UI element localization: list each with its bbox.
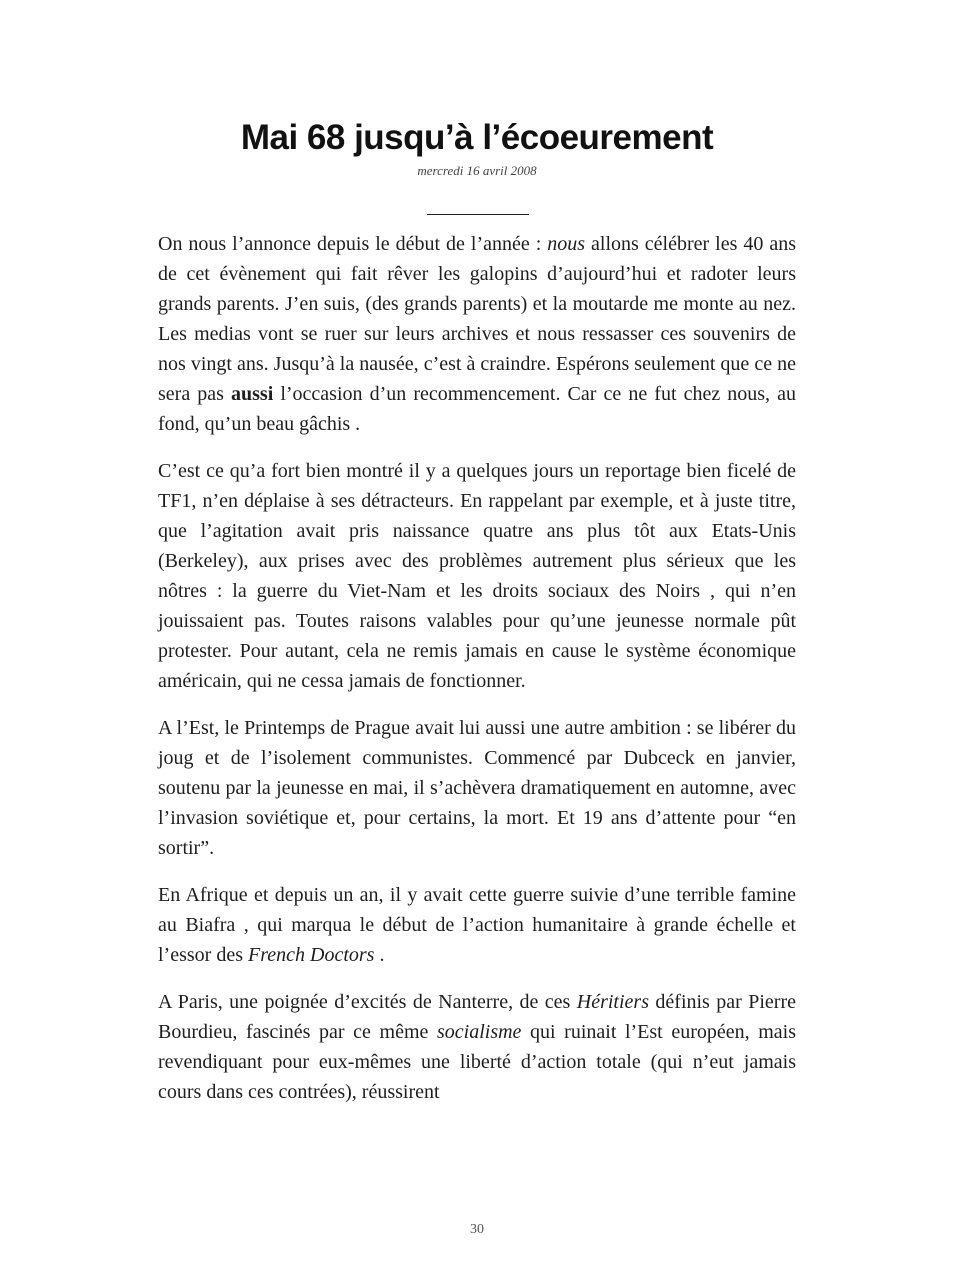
article-date: mercredi 16 avril 2008 [417,163,537,178]
paragraph-5-text-b: définis par Pierre Bourdieu, fascinés par ce même [158,991,796,1043]
emphasis-nous: nous [547,233,586,255]
paragraph-1-text-b: allons célébrer les 40 ans de cet évènement qui fait rêver les galopins d’aujourd’hui et radoter leurs grands parents. J’en suis, (des grands parents) et la moutarde me monte au nez. Les medias vont se ruer sur leurs archives et nous ressasser ces souvenirs de nos vingt ans. Jusqu’à la nausée, c’est à craindre. Espérons seulement que ce ne sera pas [158,233,796,405]
paragraph-5 [158,987,796,1107]
title-divider [427,214,529,215]
emphasis-socialisme: socialisme [436,1021,522,1043]
article-body [158,229,796,1124]
paragraph-2: C’est ce qu’a fort bien montré il y a quelques jours un reportage bien ficelé de TF1, n’en déplaise à ses détracteurs. En rappelant par exemple, et à juste titre, que l’agitation avait pris naissance quatre ans plus tôt aux Etats-Unis (Berkeley), aux prises avec des problèmes autrement plus sérieux que les nôtres : la guerre du Viet-Nam et les droits sociaux des Noirs , qui n’en jouissaient pas. Toutes raisons valables pour qu’une jeunesse normale pût protester. Pour autant, cela ne remis jamais en cause le système économique américain, qui ne cessa jamais de fonctionner. [158,460,796,692]
paragraph-4 [158,880,796,970]
paragraph-1-text-a: On nous l’annonce depuis le début de l’année : [158,233,548,255]
emphasis-french-doctors: French Doctors [247,944,375,966]
page-number: 30 [470,1222,484,1237]
paragraph-3: A l’Est, le Printemps de Prague avait lui aussi une autre ambition : se libérer du joug et de l’isolement communistes. Commencé par Dubceck en janvier, soutenu par la jeunesse en mai, il s’achèvera dramatiquement en automne, avec l’invasion soviétique et, pour certains, la mort. Et 19 ans d’attente pour “en sortir”. [158,717,796,859]
paragraph-1 [158,229,796,439]
emphasis-aussi: aussi [231,383,274,405]
paragraph-4-text-a: En Afrique et depuis un an, il y avait cette guerre suivie d’une terrible famine au Biafra , qui marqua le début de l’action humanitaire à grande échelle et l’essor des [158,884,796,966]
paragraph-5-text-a: A Paris, une poignée d’excités de Nanterre, de ces [158,991,577,1013]
paragraph-1-text-c: l’occasion d’un recommencement. Car ce ne fut chez nous, au fond, qu’un beau gâchis . [158,383,797,435]
paragraph-4-text-b: . [374,944,385,966]
emphasis-heritiers: Héritiers [576,991,649,1013]
paragraph-5-text-c: qui ruinait l’Est européen, mais revendiquant pour eux-mêmes une liberté d’action totale (qui n’eut jamais cours dans ces contrées), réussirent [158,1021,796,1103]
article-title: Mai 68 jusqu’à l’écoeurement [240,118,714,157]
